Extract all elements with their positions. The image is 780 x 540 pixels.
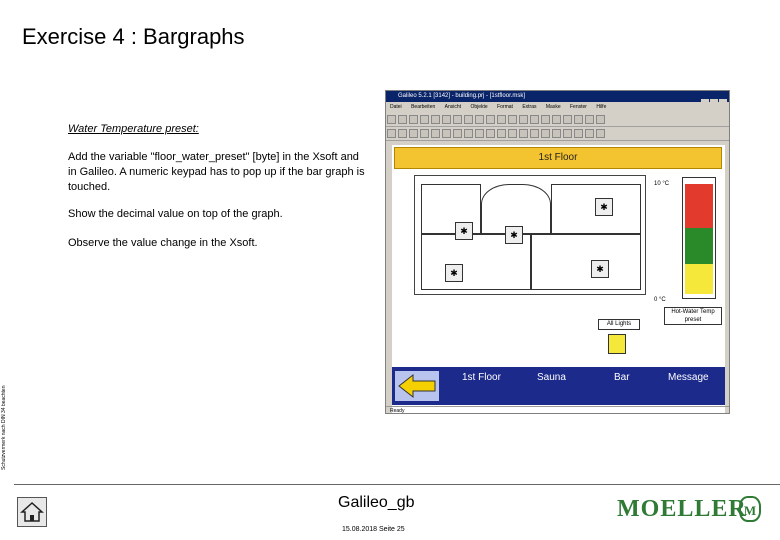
tool-icon [453, 115, 462, 124]
tool-icon [585, 129, 594, 138]
tool-icon [541, 129, 550, 138]
tool-icon [519, 129, 528, 138]
tool-icon [497, 129, 506, 138]
tool-icon [541, 115, 550, 124]
moeller-logo: MOELLER [617, 496, 747, 522]
instruction-1: Add the variable "floor_water_preset" [byte] in the Xsoft and in Galileo. A numeric keypad has to pop up if the bar graph is touched. [68, 151, 365, 193]
fan-icon: ✱ [505, 226, 523, 244]
nav-button-1st-floor[interactable]: 1st Floor [462, 372, 501, 383]
nav-button-sauna[interactable]: Sauna [537, 372, 566, 383]
menu-item: Objekte [470, 104, 488, 110]
status-text: Ready [390, 408, 405, 414]
floor-banner [394, 147, 722, 169]
menu-item: Ansicht [444, 104, 462, 110]
menu-bar [386, 102, 729, 113]
fan-icon: ✱ [595, 198, 613, 216]
bargraph-label: Hot-Water Temp preset [664, 307, 722, 325]
nav-button-bar[interactable]: Bar [614, 372, 630, 383]
tool-icon [574, 115, 583, 124]
home-button[interactable] [17, 497, 47, 527]
side-note [1, 340, 13, 470]
menu-item: Bearbeiten [411, 104, 436, 110]
menu-item: Datei [390, 104, 402, 110]
bargraph-yellow-zone [685, 264, 713, 294]
tool-icon [552, 129, 561, 138]
floor-banner-label: 1st Floor [538, 152, 578, 163]
all-lights-label: All Lights [598, 319, 640, 330]
tool-icon [497, 115, 506, 124]
navigation-bar [392, 367, 725, 405]
menu-item: Format [497, 104, 513, 110]
tool-icon [453, 129, 462, 138]
tool-icon [464, 115, 473, 124]
tool-icon [442, 115, 451, 124]
menu-item: Fenster [570, 104, 587, 110]
tool-icon [475, 129, 484, 138]
tool-icon [596, 115, 605, 124]
tool-icon [442, 129, 451, 138]
tool-icon [475, 115, 484, 124]
tool-icon [420, 129, 429, 138]
tool-icon [596, 129, 605, 138]
bargraph-green-zone [685, 228, 713, 264]
tool-icon [387, 129, 396, 138]
tool-icon [530, 129, 539, 138]
tool-icon [563, 115, 572, 124]
nav-button-message[interactable]: Message [668, 372, 709, 383]
side-note-text: Schutzvermerk nach DIN 34 beachten [1, 385, 7, 470]
galileo-screenshot [385, 90, 730, 414]
fan-icon: ✱ [591, 260, 609, 278]
scale-top-label: 10 °C [654, 181, 670, 187]
window-titlebar [386, 91, 729, 102]
bargraph-red-zone [685, 184, 713, 228]
bargraph[interactable] [682, 177, 716, 299]
tool-icon [398, 115, 407, 124]
arrow-left-icon [395, 371, 439, 401]
menu-item: Extras [522, 104, 537, 110]
tool-icon [409, 115, 418, 124]
window-title: Galileo 5.2.1 [3142] - building.prj - [1stfloor.msk] [398, 93, 526, 99]
toolbar-1 [386, 113, 729, 127]
scale-bottom-label: 0 °C [654, 297, 666, 303]
tool-icon [530, 115, 539, 124]
home-icon [18, 498, 46, 526]
tool-icon [574, 129, 583, 138]
tool-icon [464, 129, 473, 138]
instruction-3: Observe the value change in the Xsoft. [68, 237, 258, 249]
tool-icon [508, 129, 517, 138]
footer-divider [14, 484, 780, 485]
tool-icon [398, 129, 407, 138]
moeller-logo-mark: M [739, 496, 761, 522]
room [531, 234, 641, 290]
menu-item: Hilfe [596, 104, 607, 110]
menu-item: Maske [545, 104, 561, 110]
exercise-heading: Water Temperature preset: [68, 123, 199, 135]
tool-icon [409, 129, 418, 138]
footer-date: 15.08.2018 Seite 25 [342, 526, 405, 533]
tool-icon [552, 115, 561, 124]
tool-icon [431, 115, 440, 124]
fan-icon: ✱ [445, 264, 463, 282]
instruction-2: Show the decimal value on top of the graph. [68, 208, 283, 220]
status-bar [386, 406, 729, 414]
all-lights-button[interactable] [608, 334, 626, 354]
tool-icon [420, 115, 429, 124]
tool-icon [519, 115, 528, 124]
tool-icon [585, 115, 594, 124]
fan-icon: ✱ [455, 222, 473, 240]
tool-icon [486, 129, 495, 138]
tool-icon [508, 115, 517, 124]
footer-title: Galileo_gb [338, 494, 415, 511]
back-button[interactable] [395, 371, 439, 401]
tool-icon [486, 115, 495, 124]
slide-title: Exercise 4 : Bargraphs [22, 24, 245, 49]
floor-plan [414, 175, 646, 295]
toolbar-2 [386, 127, 729, 141]
tool-icon [387, 115, 396, 124]
tool-icon [563, 129, 572, 138]
tool-icon [431, 129, 440, 138]
